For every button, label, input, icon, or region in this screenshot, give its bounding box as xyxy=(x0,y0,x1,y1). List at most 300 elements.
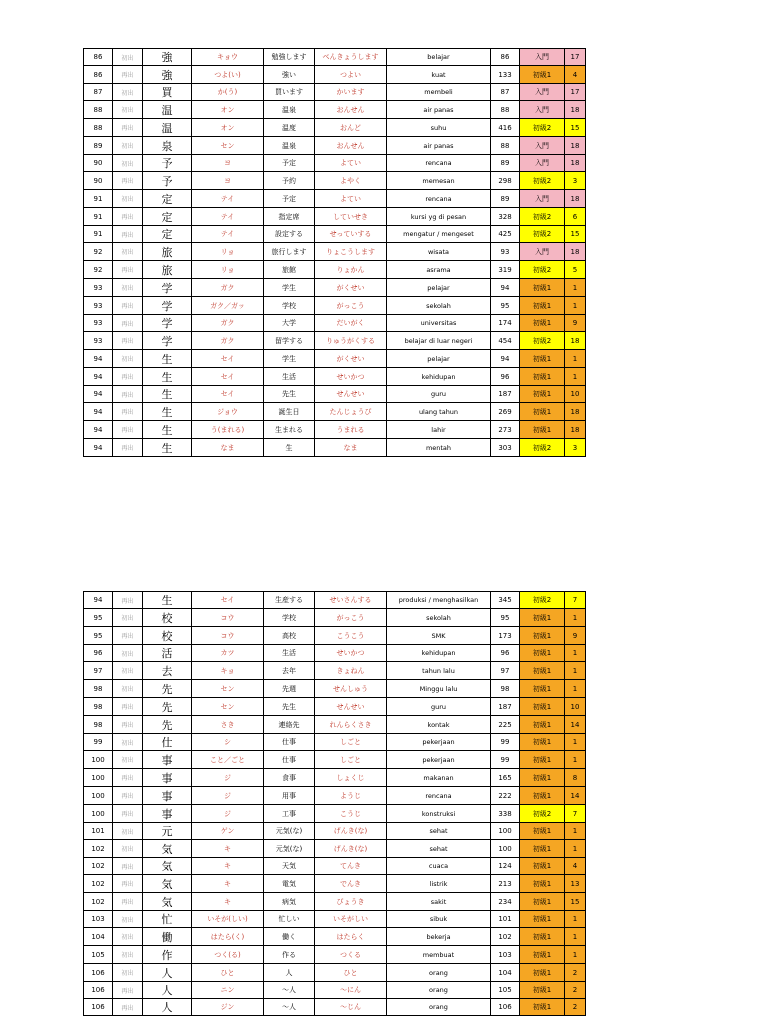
cell-kanji: 学 xyxy=(143,297,192,315)
cell-word: 天気 xyxy=(264,858,315,875)
cell-lesson: 1 xyxy=(565,734,586,751)
cell-ref: 328 xyxy=(491,208,520,226)
cell-ref: 106 xyxy=(491,999,520,1016)
cell-kind: 初出 xyxy=(113,964,143,982)
cell-reading: ガク xyxy=(192,279,264,297)
cell-ref: 96 xyxy=(491,645,520,662)
cell-kind: 初出 xyxy=(113,609,143,627)
cell-kana: せんしゅう xyxy=(315,680,387,698)
cell-reading: キ xyxy=(192,840,264,858)
table-row xyxy=(84,386,586,403)
table-row xyxy=(84,840,586,858)
cell-kanji: 忙 xyxy=(143,911,192,928)
cell-ref: 102 xyxy=(491,928,520,946)
cell-kanji: 先 xyxy=(143,698,192,716)
cell-reading: セン xyxy=(192,137,264,155)
cell-word: 元気(な) xyxy=(264,840,315,858)
table-row xyxy=(84,734,586,751)
cell-kana: ひと xyxy=(315,964,387,982)
cell-kind: 初出 xyxy=(113,243,143,261)
cell-lesson: 18 xyxy=(565,190,586,208)
cell-reading: セイ xyxy=(192,350,264,368)
cell-kana: がっこう xyxy=(315,297,387,315)
cell-lesson: 7 xyxy=(565,805,586,823)
cell-lesson: 1 xyxy=(565,946,586,964)
cell-level: 初級1 xyxy=(520,858,565,875)
cell-level: 初級1 xyxy=(520,315,565,332)
cell-kana: せんせい xyxy=(315,386,387,403)
cell-kana: つよい xyxy=(315,66,387,84)
cell-kind: 再出 xyxy=(113,403,143,421)
cell-ref: 298 xyxy=(491,172,520,190)
cell-reading: さき xyxy=(192,716,264,734)
cell-reading: つよ(い) xyxy=(192,66,264,84)
cell-word: 工事 xyxy=(264,805,315,823)
cell-level: 初級1 xyxy=(520,769,565,787)
table-row xyxy=(84,368,586,386)
cell-level: 初級1 xyxy=(520,787,565,805)
cell-kanji: 学 xyxy=(143,332,192,350)
cell-ref: 269 xyxy=(491,403,520,421)
cell-kana: おんせん xyxy=(315,137,387,155)
cell-no: 103 xyxy=(84,911,113,928)
cell-ref: 101 xyxy=(491,911,520,928)
table-row xyxy=(84,928,586,946)
cell-level: 初級1 xyxy=(520,734,565,751)
cell-reading: はたら(く) xyxy=(192,928,264,946)
cell-no: 93 xyxy=(84,315,113,332)
cell-reading: ガク xyxy=(192,332,264,350)
cell-level: 初級1 xyxy=(520,964,565,982)
cell-reading: オン xyxy=(192,119,264,137)
cell-no: 106 xyxy=(84,999,113,1016)
cell-reading: つく(る) xyxy=(192,946,264,964)
cell-kanji: 校 xyxy=(143,609,192,627)
table-row xyxy=(84,243,586,261)
cell-meaning: wisata xyxy=(387,243,491,261)
cell-ref: 95 xyxy=(491,297,520,315)
cell-lesson: 4 xyxy=(565,858,586,875)
cell-lesson: 18 xyxy=(565,137,586,155)
cell-ref: 97 xyxy=(491,662,520,680)
cell-kind: 初出 xyxy=(113,734,143,751)
table-row xyxy=(84,439,586,457)
cell-lesson: 2 xyxy=(565,982,586,999)
table-row xyxy=(84,172,586,190)
cell-ref: 319 xyxy=(491,261,520,279)
cell-level: 初級1 xyxy=(520,350,565,368)
cell-level: 初級1 xyxy=(520,982,565,999)
cell-kanji: 事 xyxy=(143,787,192,805)
cell-ref: 416 xyxy=(491,119,520,137)
cell-reading: セイ xyxy=(192,386,264,403)
cell-level: 初級1 xyxy=(520,840,565,858)
cell-word: 学生 xyxy=(264,350,315,368)
cell-kana: がっこう xyxy=(315,609,387,627)
cell-level: 初級2 xyxy=(520,226,565,243)
cell-reading: コウ xyxy=(192,609,264,627)
cell-lesson: 13 xyxy=(565,875,586,893)
cell-ref: 234 xyxy=(491,893,520,911)
cell-kanji: 生 xyxy=(143,439,192,457)
cell-kanji: 仕 xyxy=(143,734,192,751)
cell-ref: 454 xyxy=(491,332,520,350)
table-row xyxy=(84,279,586,297)
cell-no: 106 xyxy=(84,964,113,982)
cell-lesson: 18 xyxy=(565,243,586,261)
cell-kanji: 気 xyxy=(143,858,192,875)
cell-meaning: rencana xyxy=(387,190,491,208)
cell-word: 忙しい xyxy=(264,911,315,928)
table-row xyxy=(84,350,586,368)
cell-ref: 213 xyxy=(491,875,520,893)
cell-reading: ジ xyxy=(192,805,264,823)
cell-kind: 初出 xyxy=(113,928,143,946)
cell-kanji: 気 xyxy=(143,893,192,911)
cell-reading: キョウ xyxy=(192,49,264,66)
cell-no: 92 xyxy=(84,243,113,261)
cell-kana: げんき(な) xyxy=(315,840,387,858)
cell-kind: 再出 xyxy=(113,226,143,243)
cell-word: 病気 xyxy=(264,893,315,911)
cell-kanji: 温 xyxy=(143,119,192,137)
cell-level: 初級1 xyxy=(520,680,565,698)
cell-kana: いそがしい xyxy=(315,911,387,928)
cell-kana: しょくじ xyxy=(315,769,387,787)
cell-lesson: 17 xyxy=(565,49,586,66)
cell-kana: せいさんする xyxy=(315,592,387,609)
table-row xyxy=(84,716,586,734)
cell-level: 初級1 xyxy=(520,279,565,297)
cell-meaning: orang xyxy=(387,982,491,999)
cell-reading: なま xyxy=(192,439,264,457)
cell-no: 90 xyxy=(84,155,113,172)
cell-no: 105 xyxy=(84,946,113,964)
cell-lesson: 1 xyxy=(565,928,586,946)
table-row xyxy=(84,946,586,964)
table-row xyxy=(84,893,586,911)
cell-reading: ヨ xyxy=(192,172,264,190)
cell-word: 仕事 xyxy=(264,751,315,769)
cell-word: 旅行します xyxy=(264,243,315,261)
cell-kana: しごと xyxy=(315,734,387,751)
cell-kana: だいがく xyxy=(315,315,387,332)
cell-word: 先生 xyxy=(264,386,315,403)
cell-lesson: 17 xyxy=(565,84,586,101)
table-row xyxy=(84,226,586,243)
cell-reading: セイ xyxy=(192,368,264,386)
cell-no: 102 xyxy=(84,875,113,893)
cell-level: 初級1 xyxy=(520,66,565,84)
table-row xyxy=(84,315,586,332)
cell-lesson: 9 xyxy=(565,315,586,332)
cell-kana: せんせい xyxy=(315,698,387,716)
cell-word: 買います xyxy=(264,84,315,101)
table-row xyxy=(84,609,586,627)
table-row xyxy=(84,964,586,982)
cell-kana: かいます xyxy=(315,84,387,101)
cell-ref: 86 xyxy=(491,49,520,66)
cell-meaning: sibuk xyxy=(387,911,491,928)
cell-word: ～人 xyxy=(264,982,315,999)
cell-meaning: produksi / menghasilkan xyxy=(387,592,491,609)
cell-meaning: air panas xyxy=(387,101,491,119)
cell-kana: ～じん xyxy=(315,999,387,1016)
cell-meaning: lahir xyxy=(387,421,491,439)
table-row xyxy=(84,627,586,645)
cell-kanji: 強 xyxy=(143,49,192,66)
cell-no: 94 xyxy=(84,592,113,609)
cell-ref: 174 xyxy=(491,315,520,332)
cell-reading: ガク xyxy=(192,315,264,332)
cell-no: 92 xyxy=(84,261,113,279)
cell-kanji: 温 xyxy=(143,101,192,119)
cell-level: 初級1 xyxy=(520,368,565,386)
cell-kind: 初出 xyxy=(113,645,143,662)
cell-kana: つくる xyxy=(315,946,387,964)
cell-kind: 再出 xyxy=(113,769,143,787)
cell-kana: こうこう xyxy=(315,627,387,645)
cell-word: 用事 xyxy=(264,787,315,805)
cell-kind: 再出 xyxy=(113,66,143,84)
cell-reading: ジョウ xyxy=(192,403,264,421)
cell-kanji: 旅 xyxy=(143,243,192,261)
cell-lesson: 2 xyxy=(565,964,586,982)
cell-no: 91 xyxy=(84,190,113,208)
cell-kana: げんき(な) xyxy=(315,823,387,840)
cell-kana: よやく xyxy=(315,172,387,190)
cell-kanji: 泉 xyxy=(143,137,192,155)
cell-reading: か(う) xyxy=(192,84,264,101)
cell-no: 93 xyxy=(84,279,113,297)
cell-meaning: kehidupan xyxy=(387,645,491,662)
cell-lesson: 8 xyxy=(565,769,586,787)
cell-reading: う(まれる) xyxy=(192,421,264,439)
cell-no: 98 xyxy=(84,698,113,716)
cell-meaning: sekolah xyxy=(387,609,491,627)
cell-level: 初級1 xyxy=(520,627,565,645)
cell-lesson: 3 xyxy=(565,172,586,190)
cell-lesson: 1 xyxy=(565,297,586,315)
cell-kanji: 元 xyxy=(143,823,192,840)
cell-level: 初級2 xyxy=(520,592,565,609)
cell-reading: テイ xyxy=(192,190,264,208)
cell-level: 初級2 xyxy=(520,119,565,137)
cell-reading: セイ xyxy=(192,592,264,609)
cell-reading: ジン xyxy=(192,999,264,1016)
cell-reading: リョ xyxy=(192,243,264,261)
cell-no: 93 xyxy=(84,297,113,315)
cell-meaning: cuaca xyxy=(387,858,491,875)
cell-word: 温泉 xyxy=(264,101,315,119)
cell-no: 104 xyxy=(84,928,113,946)
cell-no: 95 xyxy=(84,627,113,645)
cell-kind: 初出 xyxy=(113,680,143,698)
cell-reading: こと／ごと xyxy=(192,751,264,769)
cell-kana: りょこうします xyxy=(315,243,387,261)
table-row xyxy=(84,119,586,137)
table-row xyxy=(84,823,586,840)
cell-kind: 初出 xyxy=(113,101,143,119)
cell-word: 旅館 xyxy=(264,261,315,279)
cell-word: 高校 xyxy=(264,627,315,645)
cell-ref: 345 xyxy=(491,592,520,609)
cell-lesson: 1 xyxy=(565,823,586,840)
table-row xyxy=(84,297,586,315)
cell-no: 101 xyxy=(84,823,113,840)
cell-ref: 173 xyxy=(491,627,520,645)
cell-ref: 103 xyxy=(491,946,520,964)
cell-level: 初級2 xyxy=(520,439,565,457)
cell-reading: テイ xyxy=(192,226,264,243)
table-row xyxy=(84,137,586,155)
cell-kanji: 生 xyxy=(143,421,192,439)
cell-no: 96 xyxy=(84,645,113,662)
cell-lesson: 4 xyxy=(565,66,586,84)
cell-no: 100 xyxy=(84,787,113,805)
cell-lesson: 15 xyxy=(565,119,586,137)
cell-reading: カツ xyxy=(192,645,264,662)
cell-word: 温度 xyxy=(264,119,315,137)
cell-meaning: membuat xyxy=(387,946,491,964)
cell-no: 102 xyxy=(84,893,113,911)
cell-kana: がくせい xyxy=(315,279,387,297)
cell-kanji: 活 xyxy=(143,645,192,662)
cell-ref: 104 xyxy=(491,964,520,982)
table-row xyxy=(84,592,586,609)
cell-level: 初級1 xyxy=(520,662,565,680)
cell-word: 先生 xyxy=(264,698,315,716)
table-row xyxy=(84,680,586,698)
cell-meaning: ulang tahun xyxy=(387,403,491,421)
cell-no: 88 xyxy=(84,119,113,137)
cell-ref: 88 xyxy=(491,137,520,155)
cell-reading: テイ xyxy=(192,208,264,226)
cell-ref: 133 xyxy=(491,66,520,84)
cell-kind: 再出 xyxy=(113,332,143,350)
cell-level: 初級1 xyxy=(520,609,565,627)
cell-kind: 初出 xyxy=(113,279,143,297)
cell-level: 初級1 xyxy=(520,751,565,769)
cell-lesson: 14 xyxy=(565,787,586,805)
cell-kind: 初出 xyxy=(113,840,143,858)
cell-reading: キ xyxy=(192,893,264,911)
cell-level: 初級1 xyxy=(520,823,565,840)
cell-kana: ～にん xyxy=(315,982,387,999)
cell-kanji: 予 xyxy=(143,172,192,190)
cell-word: 人 xyxy=(264,964,315,982)
cell-kanji: 人 xyxy=(143,982,192,999)
cell-ref: 99 xyxy=(491,751,520,769)
cell-reading: ヨ xyxy=(192,155,264,172)
cell-lesson: 1 xyxy=(565,350,586,368)
cell-no: 94 xyxy=(84,439,113,457)
cell-level: 入門 xyxy=(520,155,565,172)
table-row xyxy=(84,403,586,421)
cell-kind: 再出 xyxy=(113,875,143,893)
cell-level: 初級2 xyxy=(520,172,565,190)
table-row xyxy=(84,645,586,662)
cell-word: 食事 xyxy=(264,769,315,787)
cell-ref: 105 xyxy=(491,982,520,999)
cell-kana: べんきょうします xyxy=(315,49,387,66)
cell-ref: 99 xyxy=(491,734,520,751)
cell-kind: 初出 xyxy=(113,823,143,840)
cell-ref: 225 xyxy=(491,716,520,734)
cell-lesson: 18 xyxy=(565,332,586,350)
cell-lesson: 6 xyxy=(565,208,586,226)
table-row xyxy=(84,787,586,805)
cell-meaning: suhu xyxy=(387,119,491,137)
cell-ref: 96 xyxy=(491,368,520,386)
cell-kana: きょねん xyxy=(315,662,387,680)
cell-word: 生活 xyxy=(264,368,315,386)
cell-lesson: 1 xyxy=(565,368,586,386)
cell-kanji: 事 xyxy=(143,769,192,787)
cell-reading: コウ xyxy=(192,627,264,645)
table-row xyxy=(84,769,586,787)
cell-level: 初級1 xyxy=(520,946,565,964)
cell-kana: せいかつ xyxy=(315,368,387,386)
cell-lesson: 2 xyxy=(565,999,586,1016)
cell-kind: 再出 xyxy=(113,439,143,457)
cell-meaning: pekerjaan xyxy=(387,751,491,769)
cell-meaning: makanan xyxy=(387,769,491,787)
cell-kana: せっていする xyxy=(315,226,387,243)
table-row xyxy=(84,421,586,439)
cell-word: 生産する xyxy=(264,592,315,609)
cell-meaning: sekolah xyxy=(387,297,491,315)
cell-no: 94 xyxy=(84,350,113,368)
cell-word: 誕生日 xyxy=(264,403,315,421)
cell-word: 作る xyxy=(264,946,315,964)
cell-kana: りょかん xyxy=(315,261,387,279)
cell-kanji: 先 xyxy=(143,680,192,698)
cell-word: 温泉 xyxy=(264,137,315,155)
cell-lesson: 9 xyxy=(565,627,586,645)
cell-meaning: rencana xyxy=(387,787,491,805)
cell-lesson: 10 xyxy=(565,698,586,716)
table-row xyxy=(84,66,586,84)
cell-kana: しごと xyxy=(315,751,387,769)
cell-meaning: mengatur / mengeset xyxy=(387,226,491,243)
cell-kind: 再出 xyxy=(113,386,143,403)
cell-ref: 95 xyxy=(491,609,520,627)
cell-kind: 再出 xyxy=(113,172,143,190)
cell-word: 電気 xyxy=(264,875,315,893)
cell-kind: 初出 xyxy=(113,751,143,769)
cell-no: 91 xyxy=(84,208,113,226)
cell-ref: 89 xyxy=(491,190,520,208)
cell-kind: 初出 xyxy=(113,662,143,680)
cell-lesson: 18 xyxy=(565,421,586,439)
cell-word: 予約 xyxy=(264,172,315,190)
cell-kana: せいかつ xyxy=(315,645,387,662)
cell-kind: 初出 xyxy=(113,190,143,208)
cell-word: 生活 xyxy=(264,645,315,662)
cell-kind: 再出 xyxy=(113,698,143,716)
cell-kind: 初出 xyxy=(113,911,143,928)
cell-kana: てんき xyxy=(315,858,387,875)
cell-kind: 初出 xyxy=(113,84,143,101)
cell-reading: セン xyxy=(192,680,264,698)
cell-meaning: sehat xyxy=(387,823,491,840)
cell-level: 初級1 xyxy=(520,875,565,893)
cell-level: 入門 xyxy=(520,137,565,155)
cell-kind: 再出 xyxy=(113,261,143,279)
cell-kanji: 事 xyxy=(143,805,192,823)
cell-kanji: 生 xyxy=(143,386,192,403)
